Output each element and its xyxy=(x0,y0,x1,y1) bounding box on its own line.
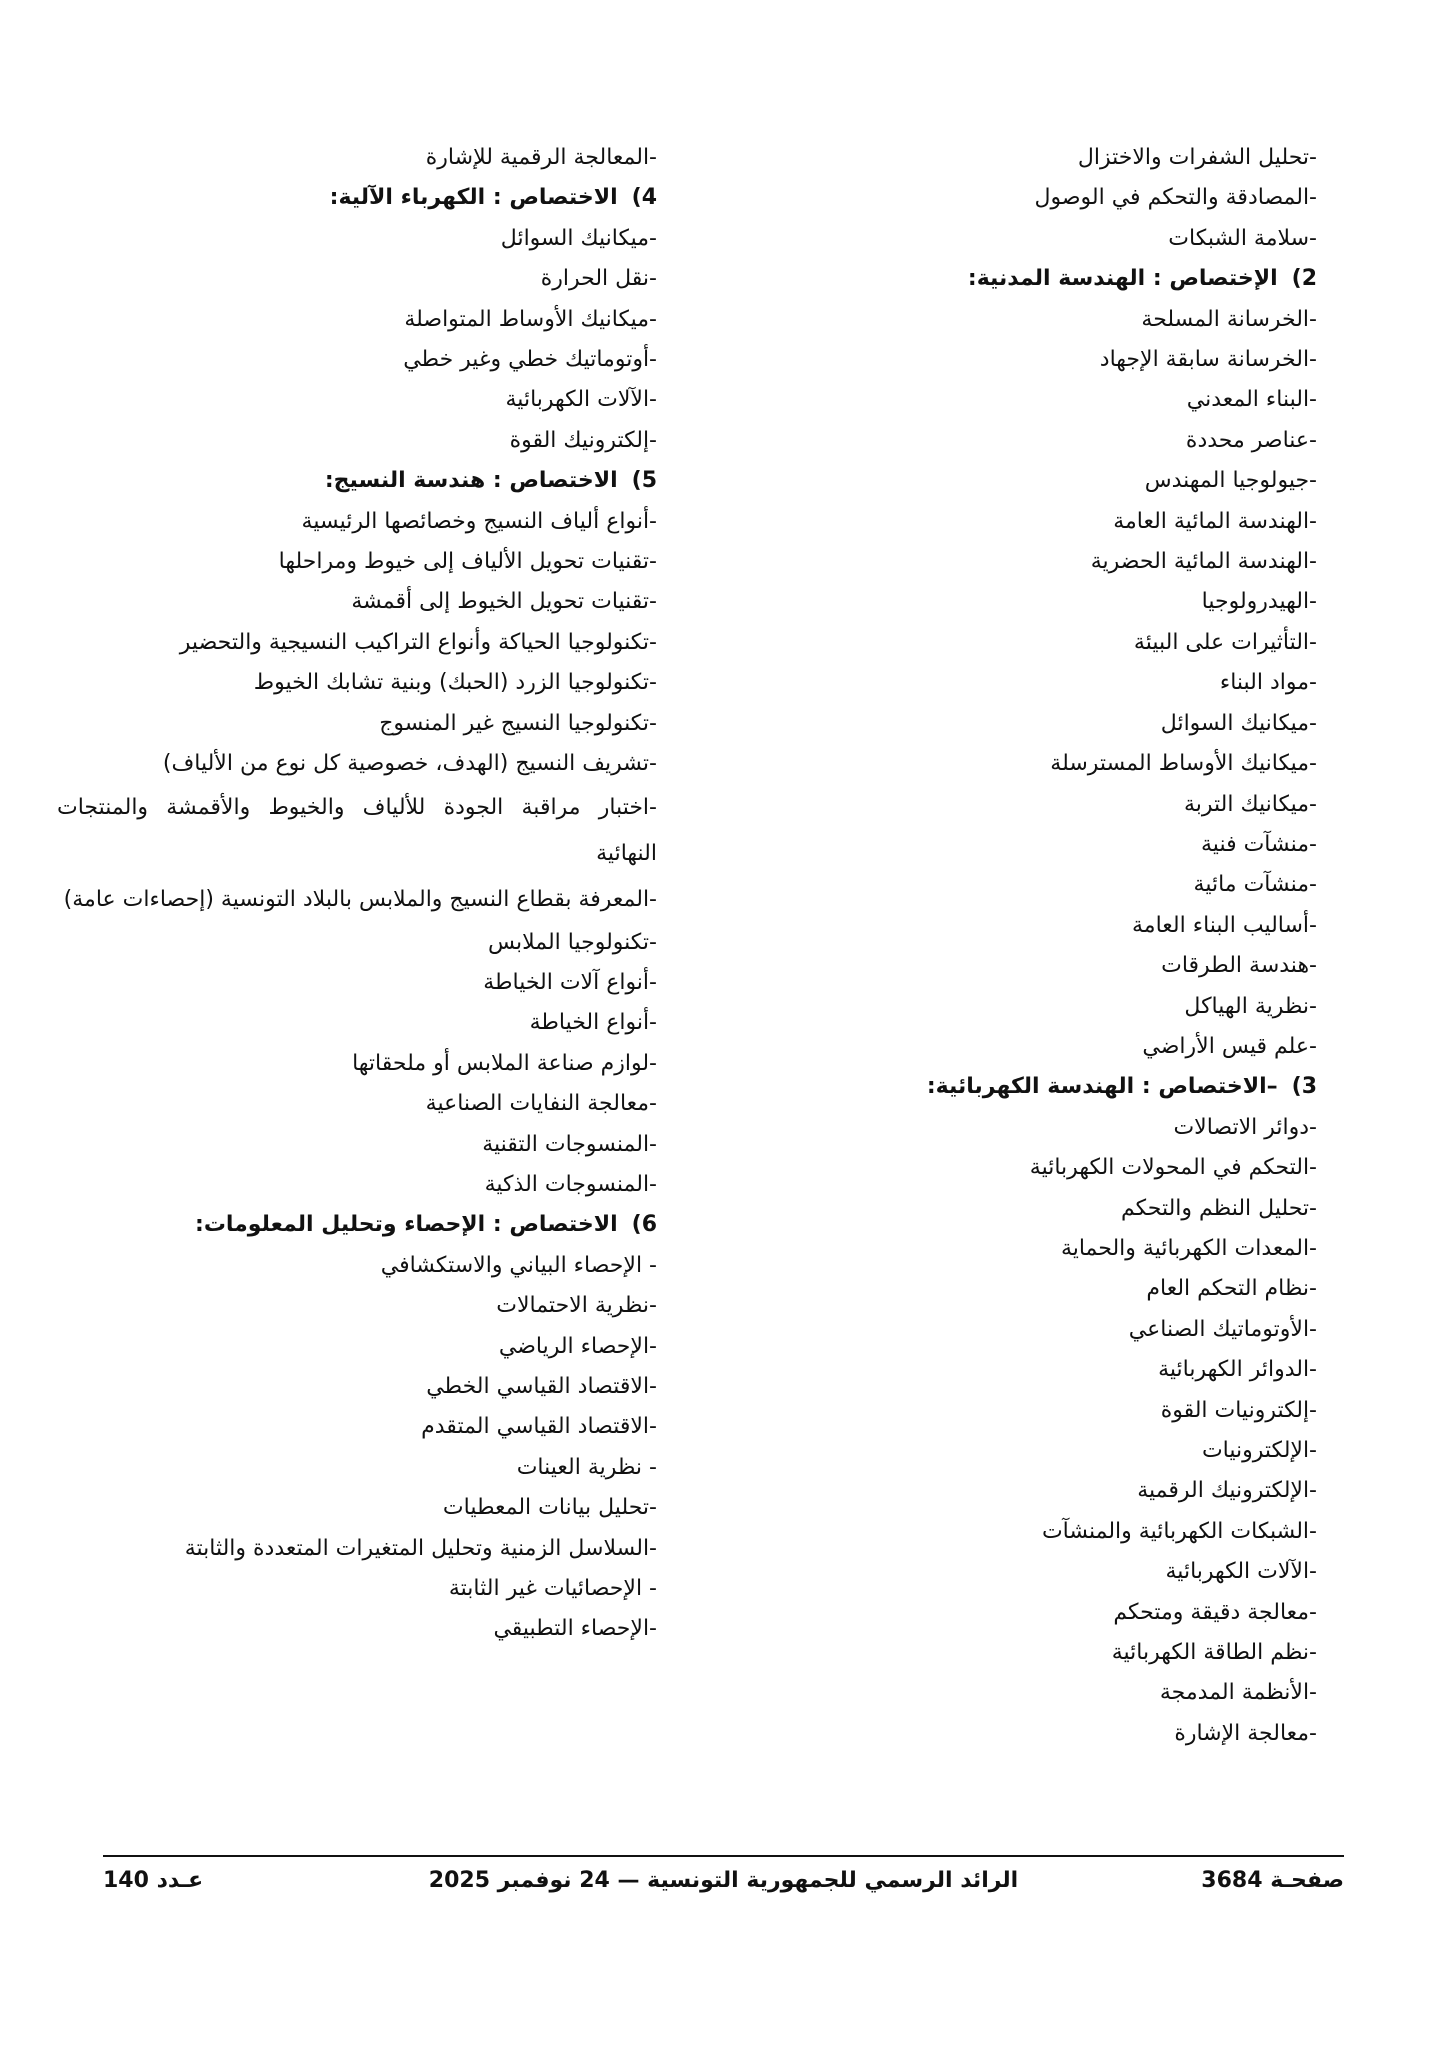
left-column xyxy=(57,138,657,1650)
list-item: -ميكانيك الأوساط المتواصلة xyxy=(404,306,657,332)
list-item: -المعالجة الرقمية للإشارة xyxy=(425,145,657,170)
list-item: -ميكانيك الأوساط المسترسلة xyxy=(1050,751,1317,777)
list-item: -ميكانيك السوائل xyxy=(500,225,657,251)
section-heading-mechatronics: 4)الاختصاص : الكهرباء الآلية: xyxy=(329,185,657,211)
list-item: -التأثيرات على البيئة xyxy=(1133,629,1317,655)
list-item: -الاقتصاد القياسي الخطي xyxy=(426,1373,657,1399)
list-item: -معالجة دقيقة ومتحكم xyxy=(1113,1599,1317,1625)
list-item: -مواد البناء xyxy=(1219,670,1317,696)
list-group xyxy=(57,138,657,178)
list-item: -تحليل بيانات المعطيات xyxy=(442,1495,657,1521)
list-item: -تقنيات تحويل الخيوط إلى أقمشة xyxy=(351,589,657,615)
list-item: -الإحصاء الرياضي xyxy=(498,1333,657,1359)
right-column xyxy=(757,138,1317,1754)
list-item: -الشبكات الكهربائية والمنشآت xyxy=(1041,1518,1317,1544)
list-item: -أنواع ألياف النسيج وخصائصها الرئيسية xyxy=(301,508,657,534)
list-item: -هندسة الطرقات xyxy=(1161,953,1317,979)
journal-title-date: الرائد الرسمي للجمهورية التونسية — 24 نوفمبر 2025 xyxy=(428,1868,1019,1893)
list-item: -معالجة الإشارة xyxy=(1174,1720,1317,1746)
list-item: -المنسوجات التقنية xyxy=(482,1131,657,1157)
list-item: -الدوائر الكهربائية xyxy=(1158,1357,1317,1383)
section-heading-statistics: 6)الاختصاص : الإحصاء وتحليل المعلومات: xyxy=(195,1212,657,1238)
list-item: -المنسوجات الذكية xyxy=(484,1171,657,1197)
list-item: -عناصر محددة xyxy=(1185,427,1317,453)
list-item: -نظام التحكم العام xyxy=(1146,1276,1317,1302)
list-item: -البناء المعدني xyxy=(1186,387,1317,413)
list-item-wrapped: -اختبار مراقبة الجودة للألياف والخيوط والأقمشة والمنتجات النهائية xyxy=(57,794,657,866)
list-item: -التحكم في المحولات الكهربائية xyxy=(1029,1155,1317,1181)
list-item: -الهندسة المائية الحضرية xyxy=(1090,549,1317,575)
list-item: -نظرية الاحتمالات xyxy=(496,1293,657,1319)
list-item: -إلكترونيك القوة xyxy=(509,427,657,453)
list-item: -الهندسة المائية العامة xyxy=(1113,508,1317,534)
list-item: -الأنظمة المدمجة xyxy=(1159,1680,1317,1706)
list-item: -معالجة النفايات الصناعية xyxy=(425,1091,657,1117)
list-item: -تكنولوجيا النسيج غير المنسوج xyxy=(379,710,657,736)
page-footer xyxy=(103,1868,1344,1902)
list-item: -تحليل النظم والتحكم xyxy=(1120,1195,1317,1221)
list-item: -المعدات الكهربائية والحماية xyxy=(1060,1235,1317,1261)
list-item: -لوازم صناعة الملابس أو ملحقاتها xyxy=(352,1050,657,1076)
list-item: -المصادقة والتحكم في الوصول xyxy=(1034,185,1317,211)
section-heading-electrical: 3)–الاختصاص : الهندسة الكهربائية: xyxy=(926,1074,1317,1100)
list-item: -جيولوجيا المهندس xyxy=(1144,468,1317,494)
list-item: -الاقتصاد القياسي المتقدم xyxy=(421,1414,657,1440)
list-item: -تقنيات تحويل الألياف إلى خيوط ومراحلها xyxy=(278,549,657,575)
list-item: -نقل الحرارة xyxy=(540,266,657,292)
list-item: -ميكانيك السوائل xyxy=(1160,710,1317,736)
list-item-wrapped: -المعرفة بقطاع النسيج والملابس بالبلاد التونسية (إحصاءات عامة) xyxy=(63,886,657,912)
list-item: -سلامة الشبكات xyxy=(1168,225,1317,251)
list-group xyxy=(57,502,657,785)
list-item: -إلكترونيات القوة xyxy=(1160,1397,1317,1423)
section-heading-textile: 5)الاختصاص : هندسة النسيج: xyxy=(324,468,657,494)
list-item: -منشآت مائية xyxy=(1193,872,1317,898)
list-item: -علم قيس الأراضي xyxy=(1142,1033,1317,1059)
list-item: -تشريف النسيج (الهدف، خصوصية كل نوع من الألياف) xyxy=(162,751,657,777)
list-group xyxy=(757,1108,1317,1755)
list-item: -نظم الطاقة الكهربائية xyxy=(1111,1640,1317,1666)
section-heading-civil: 2)الإختصاص : الهندسة المدنية: xyxy=(967,266,1317,292)
list-item: - الإحصاء البياني والاستكشافي xyxy=(380,1252,657,1278)
list-item: -تكنولوجيا الحياكة وأنواع التراكيب النسيجية والتحضير xyxy=(179,629,657,655)
list-item: -أوتوماتيك خطي وغير خطي xyxy=(403,347,657,373)
list-item: -الإلكترونيك الرقمية xyxy=(1137,1478,1317,1504)
list-item: -الإلكترونيات xyxy=(1201,1438,1317,1463)
list-group xyxy=(757,138,1317,259)
list-item: -تكنولوجيا الزرد (الحبك) وبنية تشابك الخيوط xyxy=(253,670,657,696)
list-item: -تحليل الشفرات والاختزال xyxy=(1077,145,1317,170)
list-group xyxy=(57,219,657,461)
list-item: -الإحصاء التطبيقي xyxy=(493,1616,657,1642)
list-item: -الآلات الكهربائية xyxy=(505,387,657,413)
list-item: -الآلات الكهربائية xyxy=(1165,1559,1317,1585)
list-item: -الخرسانة سابقة الإجهاد xyxy=(1099,347,1317,373)
list-group xyxy=(57,1246,657,1650)
list-item: -السلاسل الزمنية وتحليل المتغيرات المتعددة والثابتة xyxy=(184,1535,657,1561)
list-group xyxy=(757,300,1317,1068)
issue-number: عـدد 140 xyxy=(103,1868,204,1893)
list-group xyxy=(57,923,657,1206)
page-number: صفحـة 3684 xyxy=(1201,1868,1344,1893)
list-item: -نظرية الهياكل xyxy=(1184,993,1317,1019)
list-item: -أنواع الخياطة xyxy=(529,1010,657,1036)
list-item: - نظرية العينات xyxy=(516,1454,657,1480)
list-item: -تكنولوجيا الملابس xyxy=(487,929,657,955)
list-item: -الخرسانة المسلحة xyxy=(1141,306,1317,332)
footer-divider xyxy=(103,1855,1344,1857)
list-item: -الأوتوماتيك الصناعي xyxy=(1128,1316,1317,1342)
list-item: -أساليب البناء العامة xyxy=(1132,912,1317,938)
list-item: -الهيدرولوجيا xyxy=(1201,589,1317,615)
list-item: -أنواع آلات الخياطة xyxy=(483,969,657,995)
list-item: - الإحصائيات غير الثابتة xyxy=(448,1576,657,1601)
list-item: -دوائر الاتصالات xyxy=(1173,1114,1317,1140)
list-item: -ميكانيك التربة xyxy=(1183,791,1317,817)
list-item: -منشآت فنية xyxy=(1201,831,1317,857)
